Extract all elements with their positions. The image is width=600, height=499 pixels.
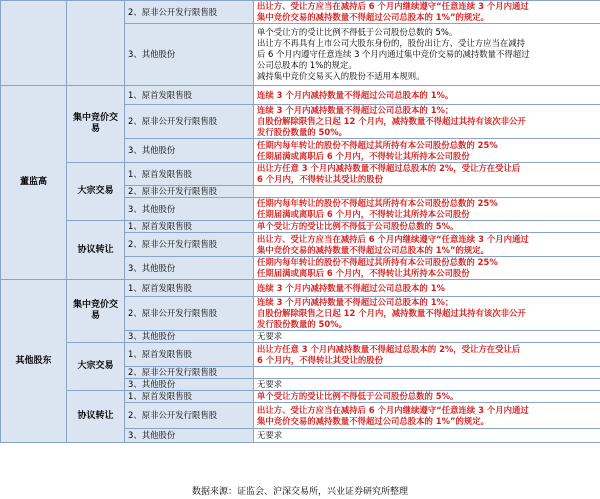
share-type-cell: 3、其他股份	[125, 331, 254, 343]
share-type-cell: 3、其他股份	[125, 198, 254, 221]
rule-cell	[254, 221, 600, 233]
rule-cell	[254, 105, 600, 139]
share-type-cell: 2、原非公开发行限售股	[125, 403, 254, 429]
rule-line: 发行股份数量的 50%。	[257, 319, 347, 329]
rule-line: 出让方、受让方应当在减持后 6 个月内继续遵守“任意连续 3 个月内通过	[257, 404, 529, 415]
rule-line: 集中竞价交易的减持数量不得超过公司总股本的 1%”的规定。	[257, 12, 490, 22]
rule-cell	[254, 297, 600, 331]
rule-line: 无要求	[257, 430, 283, 440]
rule-line: 集中竞价交易的减持数量不得超过公司总股本的 1%”的规定。	[257, 415, 490, 426]
method-cell: 集中竞价交易	[67, 280, 125, 343]
share-type-cell: 1、原首发限售股	[125, 391, 254, 403]
rule-cell	[254, 280, 600, 297]
rule-line: 减持集中竞价交易买入的股份不适用本规则。	[257, 71, 425, 81]
table-row	[1, 221, 600, 233]
rule-cell	[254, 86, 600, 105]
rule-line: 6 个月内，不得转让其受让的股份	[257, 174, 383, 184]
rule-cell	[254, 331, 600, 343]
share-type-cell: 1、原首发限售股	[125, 86, 254, 105]
rule-line: 单个受让方的受让比例不得低于公司股份总数的 5%。	[257, 391, 459, 401]
rule-cell	[254, 403, 600, 429]
rule-line: 出让方、受让方应当在减持后 6 个月内继续遵守“任意连续 3 个月内通过	[257, 1, 529, 11]
rule-cell	[254, 186, 600, 198]
rule-line: 集中竞价交易的减持数量不得超过公司总股本的 1%”的规定。	[257, 244, 490, 255]
holder-group-cell	[1, 1, 67, 86]
share-type-cell: 2、原非公开发行限售股	[125, 186, 254, 198]
method-cell: 集中竞价交易	[67, 86, 125, 163]
source-note: 数据来源：证监会、沪深交易所，兴业证券研究所整理	[191, 487, 408, 497]
rule-line: 6 个月内，不得转让其受让的股份	[257, 354, 383, 365]
share-type-cell: 1、原首发限售股	[125, 221, 254, 233]
method-cell: 大宗交易	[67, 163, 125, 221]
rule-line: 公司总股本的 1%的规定。	[257, 60, 357, 70]
rule-line: 连续 3 个月内减持数量不得超过公司总股本的 1%。	[257, 89, 454, 100]
share-type-cell: 1、原首发限售股	[125, 163, 254, 186]
rule-line: 出让方任意 3 个月内减持数量不得超过总股本的 2%，受让方在受让后	[257, 343, 521, 354]
rule-cell	[254, 367, 600, 379]
rule-line: 出让方、受让方应当在减持后 6 个月内继续遵守“任意连续 3 个月内通过	[257, 233, 529, 244]
rule-line: 任期届满或离职后 6 个月内，不得转让其所持本公司股份	[257, 268, 470, 278]
share-type-cell: 3、其他股份	[125, 257, 254, 280]
rule-line: 无要求	[257, 331, 283, 341]
rule-line: 任期内每年转让的股份不得超过其所持有本公司股份总数的 25%	[257, 198, 498, 208]
table-row	[1, 343, 600, 367]
method-cell	[67, 1, 125, 86]
method-cell: 协议转让	[67, 391, 125, 443]
share-type-cell: 2、原非公开发行限售股	[125, 233, 254, 257]
share-type-cell: 3、其他股份	[125, 429, 254, 443]
rule-line: 单个受让方的受让比例不得低于公司股份总数的 5%。	[257, 27, 458, 37]
rule-line: 后 6 个月内遵守任意连续 3 个月内通过集中竞价交易的减持数量不得超过	[257, 49, 530, 59]
rule-cell	[254, 379, 600, 391]
rule-line: 连续 3 个月内减持数量不得超过公司总股本的 1%；	[257, 297, 454, 307]
rule-cell	[254, 24, 600, 86]
share-type-cell: 3、其他股份	[125, 379, 254, 391]
rule-cell	[254, 1, 600, 24]
table-row	[1, 280, 600, 297]
share-type-cell: 2、原非公开发行限售股	[125, 1, 254, 24]
rule-line: 任期届满或离职后 6 个月内，不得转让其所持本公司股份	[257, 209, 470, 219]
rule-line: 自股份解除限售之日起 12 个月内，减持数量不得超过其持有该次非公开	[257, 308, 526, 318]
rule-line: 单个受让方的受让比例不得低于公司股份总数的 5%。	[257, 221, 459, 231]
share-type-cell: 2、原非公开发行限售股	[125, 297, 254, 331]
table-row	[1, 391, 600, 403]
rule-cell	[254, 257, 600, 280]
rule-cell	[254, 429, 600, 443]
rule-line: 无要求	[257, 379, 283, 389]
rule-line: 发行股份数量的 50%。	[257, 127, 347, 137]
rule-cell	[254, 198, 600, 221]
share-type-cell: 2、原非公开发行限售股	[125, 105, 254, 139]
share-type-cell: 3、其他股份	[125, 139, 254, 163]
rule-line: 自股份解除限售之日起 12 个月内，减持数量不得超过其持有该次非公开	[257, 116, 526, 126]
rule-cell	[254, 139, 600, 163]
share-type-cell: 3、其他股份	[125, 24, 254, 86]
table-row	[1, 1, 600, 24]
rule-line: 出让方任意 3 个月内减持数量不得超过总股本的 2%，受让方在受让后	[257, 163, 521, 173]
rule-line: 连续 3 个月内减持数量不得超过公司总股本的 1%	[257, 282, 445, 293]
rule-line: 连续 3 个月内减持数量不得超过公司总股本的 1%；	[257, 105, 454, 115]
method-cell: 协议转让	[67, 221, 125, 280]
holder-group-cell: 董监高	[1, 86, 67, 280]
rule-cell	[254, 343, 600, 367]
method-cell: 大宗交易	[67, 343, 125, 391]
rule-line: 出让方不再具有上市公司大股东身份的，股份出让方、受让方应当在减持	[257, 38, 525, 48]
table-row	[1, 163, 600, 186]
rule-cell	[254, 163, 600, 186]
rule-line: 任期内每年转让的股份不得超过其所持有本公司股份总数的 25%	[257, 257, 498, 267]
rule-cell	[254, 233, 600, 257]
share-type-cell: 1、原首发限售股	[125, 343, 254, 367]
holder-group-cell: 其他股东	[1, 280, 67, 443]
rule-line: 任期内每年转让的股份不得超过其所持有本公司股份总数的 25%	[257, 139, 498, 150]
share-type-cell: 2、原非公开发行限售股	[125, 367, 254, 379]
share-type-cell: 1、原首发限售股	[125, 280, 254, 297]
table-row	[1, 86, 600, 105]
rule-cell	[254, 391, 600, 403]
rule-line: 任期届满或离职后 6 个月内，不得转让其所持本公司股份	[257, 150, 470, 161]
